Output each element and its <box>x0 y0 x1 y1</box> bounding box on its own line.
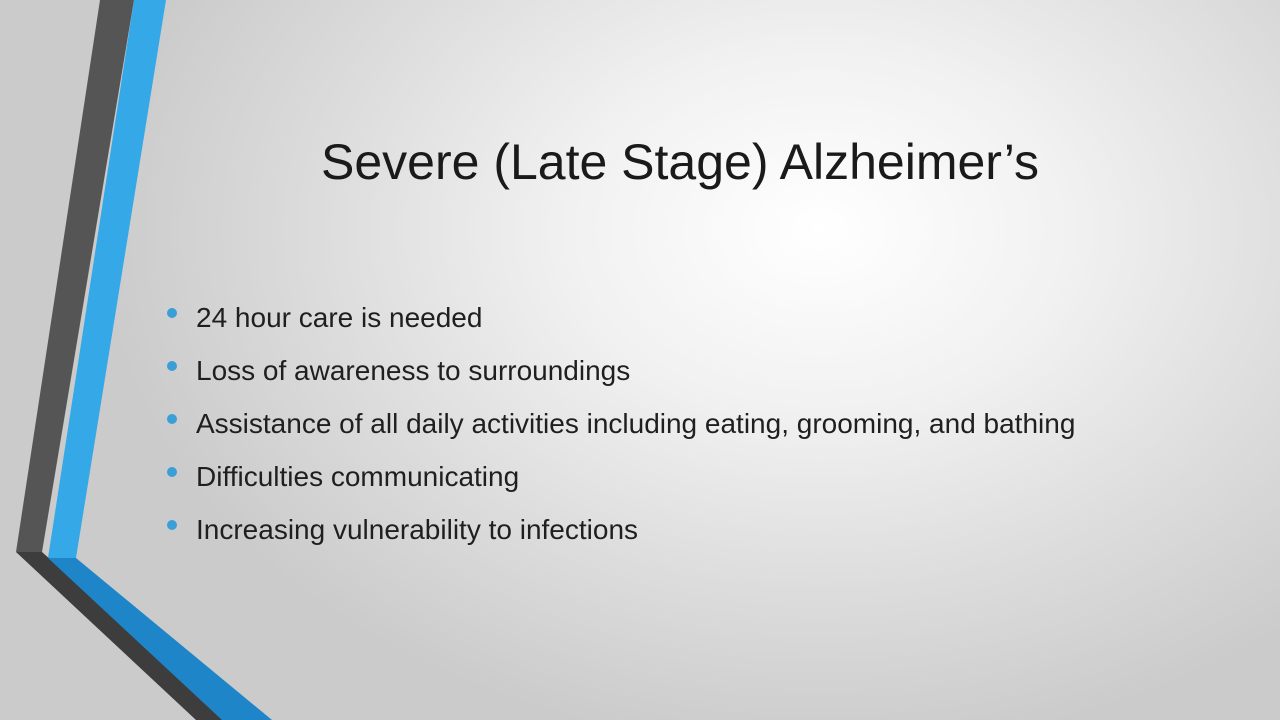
blue-stripe-lower <box>48 558 272 720</box>
bullet-list <box>162 298 1122 563</box>
bullet-text: Increasing vulnerability to infections <box>196 514 639 545</box>
bullet-dot-icon <box>167 308 177 318</box>
slide-title: Severe (Late Stage) Alzheimer’s <box>321 134 1039 190</box>
bullet-dot-icon <box>167 520 177 530</box>
bullet-dot-icon <box>167 361 177 371</box>
bullet-dot-icon <box>167 467 177 477</box>
bullet-item <box>162 298 1122 338</box>
bullet-text: Loss of awareness to surroundings <box>196 355 631 386</box>
bullet-item <box>162 510 1122 550</box>
bullet-text: Assistance of all daily activities including eating, grooming, and bathing <box>196 408 1076 439</box>
bullet-dot-icon <box>167 414 177 424</box>
bullet-item <box>162 404 1122 444</box>
bullet-text: 24 hour care is needed <box>196 302 483 333</box>
bullet-item <box>162 351 1122 391</box>
bullet-text: Difficulties communicating <box>196 461 520 492</box>
bullet-item <box>162 457 1122 497</box>
